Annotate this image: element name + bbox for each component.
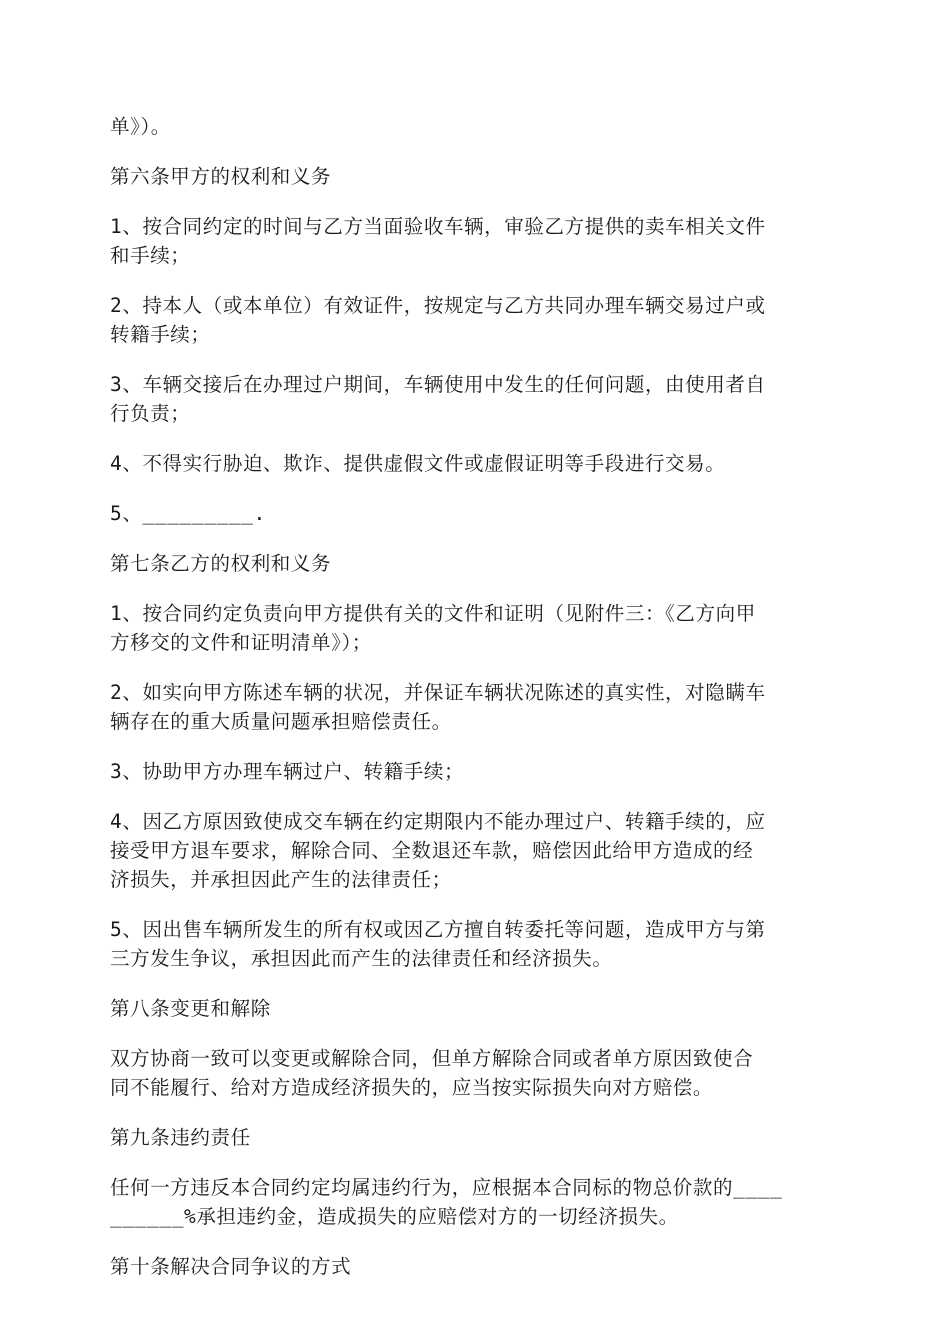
text-line: 辆存在的重大质量问题承担赔偿责任。 <box>110 710 452 733</box>
clause-paragraph <box>110 112 842 141</box>
clause-paragraph <box>110 291 842 349</box>
text-line: 4、不得实行胁迫、欺诈、提供虚假文件或虚假证明等手段进行交易。 <box>110 452 726 475</box>
text-line: ______%承担违约金，造成损失的应赔偿对方的一切经济损失。 <box>110 1205 679 1228</box>
clause-paragraph <box>110 807 842 894</box>
section-heading <box>110 1252 842 1281</box>
text-line: 单》）。 <box>110 115 171 138</box>
text-line: 和手续； <box>110 244 191 267</box>
text-line: 3、车辆交接后在办理过户期间，车辆使用中发生的任何问题，由使用者自 <box>110 373 766 396</box>
text-line: 任何一方违反本合同约定均属违约行为，应根据本合同标的物总价款的____ <box>110 1176 783 1199</box>
text-line: 2、如实向甲方陈述车辆的状况，并保证车辆状况陈述的真实性，对隐瞒车 <box>110 681 766 704</box>
clause-paragraph <box>110 757 842 786</box>
text-line: 1、按合同约定负责向甲方提供有关的文件和证明（见附件三：《乙方向甲 <box>110 602 756 625</box>
text-line: 2、持本人（或本单位）有效证件，按规定与乙方共同办理车辆交易过户或 <box>110 294 766 317</box>
text-line: 方移交的文件和证明清单》）； <box>110 631 372 654</box>
clause-paragraph <box>110 370 842 428</box>
clause-paragraph <box>110 915 842 973</box>
clause-paragraph <box>110 1044 842 1102</box>
section-heading <box>110 994 842 1023</box>
document-page <box>110 112 842 1302</box>
text-line: 双方协商一致可以变更或解除合同，但单方解除合同或者单方原因致使合 <box>110 1047 754 1070</box>
text-line: 第九条违约责任 <box>110 1126 251 1149</box>
section-heading <box>110 1123 842 1152</box>
text-line: 4、因乙方原因致使成交车辆在约定期限内不能办理过户、转籍手续的，应 <box>110 810 766 833</box>
clause-paragraph <box>110 499 842 528</box>
clause-paragraph <box>110 212 842 270</box>
text-line: 1、按合同约定的时间与乙方当面验收车辆，审验乙方提供的卖车相关文件 <box>110 215 766 238</box>
text-line: 济损失，并承担因此产生的法律责任； <box>110 868 452 891</box>
clause-paragraph <box>110 449 842 478</box>
text-line: 接受甲方退车要求，解除合同、全数退还车款，赔偿因此给甲方造成的经 <box>110 839 754 862</box>
text-line: 第八条变更和解除 <box>110 997 271 1020</box>
text-line: 第七条乙方的权利和义务 <box>110 552 332 575</box>
clause-paragraph <box>110 678 842 736</box>
clause-paragraph <box>110 1173 842 1231</box>
text-line: 第十条解决合同争议的方式 <box>110 1255 352 1278</box>
text-line: 三方发生争议，承担因此而产生的法律责任和经济损失。 <box>110 947 613 970</box>
section-heading <box>110 549 842 578</box>
clause-paragraph <box>110 599 842 657</box>
text-line: 行负责； <box>110 402 191 425</box>
text-line: 第六条甲方的权利和义务 <box>110 165 332 188</box>
text-line: 3、协助甲方办理车辆过户、转籍手续； <box>110 760 465 783</box>
text-line: 5、_________. <box>110 502 266 525</box>
text-line: 5、因出售车辆所发生的所有权或因乙方擅自转委托等问题，造成甲方与第 <box>110 918 766 941</box>
text-line: 转籍手续； <box>110 323 211 346</box>
section-heading <box>110 162 842 191</box>
text-line: 同不能履行、给对方造成经济损失的，应当按实际损失向对方赔偿。 <box>110 1076 714 1099</box>
